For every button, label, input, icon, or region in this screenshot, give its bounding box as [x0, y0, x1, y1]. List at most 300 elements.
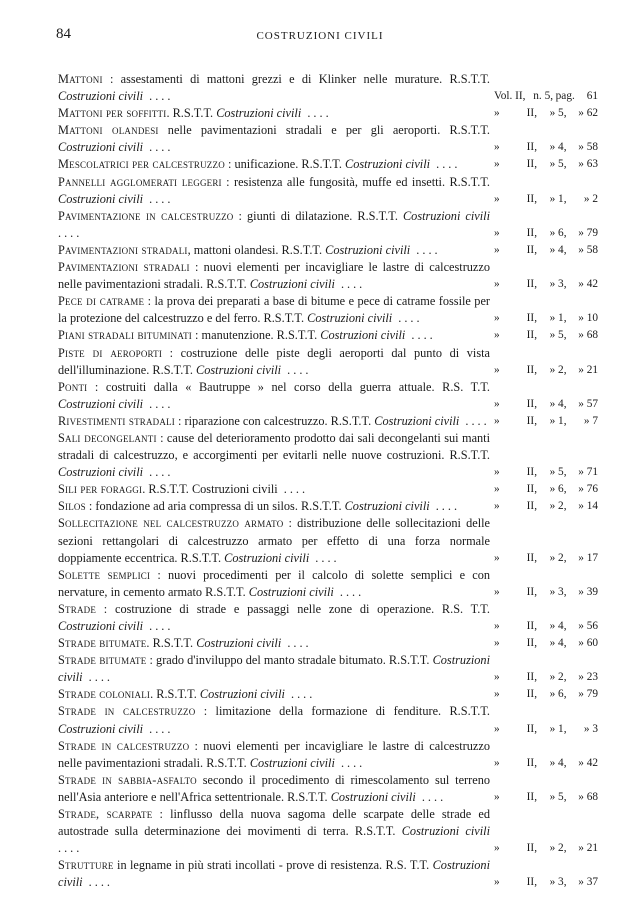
- index-entry: [58, 259, 598, 293]
- entry-source: Costruzioni civili: [196, 636, 282, 651]
- entry-reference: [490, 413, 598, 430]
- ref-number: » 6,: [549, 226, 567, 239]
- leader-dots: ....: [143, 396, 174, 411]
- ref-volume-mark: »: [494, 329, 500, 342]
- entry-description: , mattoni olandesi. R.S.T.T.: [187, 242, 326, 257]
- entry-text: [58, 430, 490, 481]
- entry-source: Costruzioni civili: [344, 499, 430, 514]
- entry-keyword: Mattoni: [58, 72, 103, 86]
- entry-description: : costruiti dalla « Bautruppe » nel corso della guerra attuale. R.S. T.T.: [87, 379, 490, 394]
- ref-volume: II,: [526, 671, 538, 684]
- entry-keyword: Ponti: [58, 379, 88, 394]
- entry-text: [58, 515, 490, 566]
- entry-source: Costruzioni civili: [330, 789, 416, 804]
- entry-description: : resistenza alle fungosità, muffe ed insetti. R.S.T.T.: [221, 174, 490, 189]
- entry-text: [58, 259, 490, 293]
- entry-text: [58, 122, 490, 156]
- leader-dots: ....: [277, 482, 309, 497]
- page-header: [56, 26, 584, 48]
- ref-volume-mark: »: [494, 414, 500, 427]
- entry-keyword: Rivestimenti stradali: [58, 413, 175, 428]
- entry-text: [58, 738, 490, 772]
- index-entry: [58, 703, 598, 737]
- leader-dots: ....: [459, 413, 490, 428]
- ref-page: » 42: [578, 278, 598, 291]
- leader-dots: ....: [309, 550, 340, 565]
- ref-volume-mark: Vol. II,: [494, 90, 526, 103]
- entry-keyword: Strade in sabbia-asfalto: [58, 772, 197, 787]
- entry-reference: [490, 584, 598, 601]
- entry-source: Costruzioni civili: [58, 653, 490, 685]
- entry-reference: [490, 139, 598, 156]
- entry-reference: [490, 840, 598, 857]
- ref-volume: II,: [526, 414, 538, 427]
- ref-number: » 2,: [549, 671, 567, 684]
- entry-description: : cause del deterioramento prodotto dai sali decongelanti sui manti stradali di calcestruzzo, e accorgimenti per evitarli nelle nuove costruzioni. R.S.T.T.: [58, 430, 491, 463]
- ref-number: » 4,: [549, 243, 567, 256]
- entry-keyword: Mescolatrici per calcestruzzo: [58, 157, 225, 172]
- entry-reference: [490, 327, 598, 344]
- entry-source: Costruzioni civili: [402, 208, 490, 223]
- entry-description: . R.S.T.T.: [146, 636, 197, 651]
- leader-dots: ....: [410, 242, 441, 257]
- entry-source: Costruzioni civili: [248, 584, 334, 599]
- entry-keyword: Solette semplici: [58, 567, 151, 582]
- index-entry: [58, 105, 598, 122]
- entry-reference: [490, 310, 598, 327]
- entry-reference: [490, 396, 598, 413]
- ref-number: » 1,: [549, 312, 567, 325]
- index-entry: [58, 806, 598, 857]
- ref-volume-mark: »: [494, 312, 500, 325]
- entry-description: : la prova dei preparati a base di bitume e pece di catrame fossile per la protezione del calcestruzzo e del ferro. R.S.T.T.: [58, 294, 490, 326]
- entry-text: [58, 481, 490, 498]
- entry-source: Costruzioni civili: [196, 362, 282, 377]
- entry-keyword: Pavimentazioni stradali: [58, 242, 188, 257]
- ref-page: » 68: [578, 790, 598, 803]
- index-entry: [58, 498, 598, 515]
- leader-dots: ....: [143, 89, 174, 104]
- ref-volume: II,: [526, 620, 538, 632]
- page-number: 84: [56, 26, 71, 42]
- entry-source: Costruzioni civili: [325, 242, 411, 257]
- entry-keyword: Pavimentazioni stradali: [58, 260, 190, 275]
- entry-source: Costruzioni civili: [249, 755, 335, 770]
- entry-description: : costruzione di strade e passaggi nelle zone di operazione. R.S. T.T.: [96, 601, 490, 616]
- ref-page: » 62: [578, 107, 598, 120]
- leader-dots: ....: [143, 619, 174, 633]
- ref-number: » 2,: [549, 551, 567, 564]
- ref-page: » 79: [578, 226, 598, 239]
- leader-dots: ....: [58, 841, 83, 856]
- ref-volume-mark: »: [494, 192, 500, 205]
- ref-volume: II,: [526, 637, 538, 650]
- ref-volume-mark: »: [494, 876, 500, 889]
- entry-keyword: Silos: [58, 499, 86, 514]
- entry-source: Costruzioni civili: [58, 89, 144, 104]
- ref-page: » 76: [578, 483, 598, 496]
- ref-number: » 1,: [549, 192, 567, 205]
- ref-volume-mark: »: [494, 243, 500, 256]
- entry-reference: [490, 669, 598, 686]
- ref-volume: II,: [526, 312, 538, 325]
- ref-number: » 1,: [549, 722, 567, 735]
- index-entry: [58, 293, 598, 327]
- entry-text: [58, 327, 490, 344]
- leader-dots: ....: [82, 670, 113, 685]
- entry-description: : distribuzione delle sollecitazioni delle sezioni rettangolari di calcestruzzo armato per effetto di una forza normale doppiamente eccentrica. R.S.T.T.: [58, 516, 490, 565]
- entry-keyword: Mattoni per soffitti: [58, 106, 167, 121]
- leader-dots: ....: [58, 225, 83, 240]
- leader-dots: ....: [143, 191, 174, 206]
- ref-number: » 1,: [549, 414, 567, 427]
- ref-volume: II,: [526, 790, 538, 803]
- ref-volume: II,: [526, 876, 538, 889]
- leader-dots: ....: [429, 499, 461, 514]
- index-entry: [58, 738, 598, 772]
- entry-description: : nuovi procedimenti per il calcolo di solette semplici e con nervature, in cemento armato R.S.T.T.: [58, 567, 491, 599]
- entry-description: in legname in più strati incollati - prove di resistenza. R.S. T.T.: [113, 858, 433, 873]
- entry-text: [58, 567, 490, 601]
- ref-number: » 5,: [549, 466, 567, 479]
- entry-text: [58, 635, 490, 652]
- ref-volume: II,: [526, 483, 538, 496]
- leader-dots: ....: [143, 465, 174, 480]
- leader-dots: ....: [333, 584, 365, 599]
- index-entry: [58, 635, 598, 652]
- index-entry: [58, 71, 598, 105]
- ref-volume: II,: [526, 722, 538, 735]
- entry-keyword: Piste di aeroporti: [58, 345, 163, 360]
- entry-keyword: Mattoni olandesi: [58, 123, 159, 138]
- ref-volume-mark: »: [494, 226, 500, 239]
- ref-page: » 17: [578, 551, 598, 564]
- ref-volume-mark: »: [494, 585, 500, 598]
- ref-volume: II,: [526, 107, 538, 120]
- entry-text: [58, 293, 490, 327]
- ref-page: » 58: [578, 141, 598, 154]
- entry-reference: [490, 635, 598, 652]
- ref-volume: II,: [526, 397, 538, 410]
- entry-reference: [490, 156, 598, 173]
- ref-page: » 68: [578, 329, 598, 342]
- entry-text: [58, 857, 490, 891]
- ref-number: » 3,: [549, 278, 567, 291]
- entry-reference: [490, 550, 598, 567]
- ref-volume: II,: [526, 226, 538, 239]
- ref-volume-mark: »: [494, 107, 500, 120]
- entry-keyword: Strade in calcestruzzo: [58, 738, 190, 753]
- ref-page: » 57: [578, 397, 598, 410]
- entry-text: [58, 174, 490, 208]
- entry-reference: [490, 464, 598, 481]
- ref-number: » 3,: [549, 876, 567, 889]
- entry-text: [58, 413, 490, 430]
- ref-volume: n. 5,: [533, 90, 554, 103]
- entry-keyword: Piani stradali bituminati: [58, 328, 192, 343]
- ref-volume: II,: [526, 551, 538, 564]
- ref-page: » 2: [583, 192, 598, 205]
- entry-text: [58, 806, 490, 857]
- ref-number: » 5,: [549, 790, 567, 803]
- ref-volume-mark: »: [494, 466, 500, 479]
- entry-reference: [490, 481, 598, 498]
- entry-source: Costruzioni civili: [58, 396, 144, 411]
- ref-volume-mark: »: [494, 637, 500, 650]
- entry-description: . R.S.T.T. Costruzioni civili: [142, 482, 278, 497]
- running-title: COSTRUZIONI CIVILI: [256, 30, 384, 42]
- entry-keyword: Strade: [58, 601, 97, 616]
- entry-reference: [490, 498, 598, 515]
- entry-text: [58, 498, 490, 515]
- ref-volume-mark: »: [494, 483, 500, 496]
- entry-text: [58, 71, 490, 105]
- entry-source: Costruzioni civili: [58, 858, 490, 890]
- leader-dots: ....: [405, 328, 436, 343]
- index-entry: [58, 174, 598, 208]
- index-entry: [58, 379, 598, 413]
- entry-reference: [490, 618, 598, 635]
- ref-volume: II,: [526, 688, 538, 701]
- ref-number: » 5,: [549, 329, 567, 342]
- entry-text: [58, 601, 490, 635]
- ref-number: pag.: [555, 90, 575, 103]
- index-entry: [58, 601, 598, 635]
- ref-volume-mark: »: [494, 756, 500, 769]
- entry-description: : unificazione. R.S.T.T.: [224, 157, 345, 172]
- leader-dots: ....: [430, 157, 461, 172]
- entry-description: . R.S.T.T.: [150, 687, 200, 702]
- entry-keyword: Strade, scarpate: [58, 807, 153, 822]
- ref-volume-mark: »: [494, 790, 500, 803]
- entry-keyword: Sali decongelanti: [58, 430, 157, 445]
- entry-reference: [490, 105, 598, 122]
- ref-volume-mark: »: [494, 500, 500, 513]
- index-entry: [58, 686, 598, 703]
- entry-reference: [490, 789, 598, 806]
- entry-description: . R.S.T.T.: [166, 106, 217, 121]
- entry-reference: [490, 88, 598, 105]
- entry-source: Costruzioni civili: [249, 277, 335, 292]
- entry-description: : nuovi elementi per incavigliare le lastre di calcestruzzo nelle pavimentazioni stradali. R.S.T.T.: [58, 738, 490, 770]
- index-entry: [58, 413, 598, 430]
- ref-page: » 42: [578, 756, 598, 769]
- ref-volume-mark: »: [494, 397, 500, 410]
- ref-volume-mark: »: [494, 688, 500, 701]
- index-entry: [58, 345, 598, 379]
- index-entry: [58, 327, 598, 344]
- ref-page: » 71: [578, 466, 598, 479]
- index-entry: [58, 156, 598, 173]
- entry-source: Costruzioni civili: [345, 157, 431, 172]
- entry-source: Costruzioni civili: [307, 311, 393, 326]
- entry-keyword: Pece di catrame: [58, 294, 145, 309]
- ref-page: » 21: [578, 363, 598, 376]
- entry-description: : assestamenti di mattoni grezzi e di Klinker nelle murature. R.S.T.T.: [102, 72, 490, 86]
- entry-reference: [490, 191, 598, 208]
- entry-keyword: Pannelli agglomerati leggeri: [58, 174, 222, 189]
- entry-description: : nuovi elementi per incavigliare le lastre di calcestruzzo nelle pavimentazioni stradali. R.S.T.T.: [58, 260, 491, 292]
- index-entry: [58, 122, 598, 156]
- leader-dots: ....: [281, 636, 312, 651]
- ref-number: » 4,: [549, 637, 567, 650]
- leader-dots: ....: [415, 789, 447, 804]
- entry-reference: [490, 242, 598, 259]
- entry-description: : costruzione delle piste degli aeroporti dal punto di vista dell'illuminazione. R.S.T.T.: [58, 345, 490, 377]
- leader-dots: ....: [281, 362, 312, 377]
- leader-dots: ....: [301, 106, 332, 121]
- ref-number: » 4,: [549, 620, 567, 632]
- ref-number: » 2,: [549, 842, 567, 855]
- entry-source: Costruzioni civili: [401, 824, 490, 839]
- index-entry: [58, 567, 598, 601]
- leader-dots: ....: [82, 875, 113, 890]
- entry-reference: [490, 721, 598, 738]
- entry-description: : giunti di dilatazione. R.S.T.T.: [233, 208, 403, 223]
- leader-dots: ....: [334, 755, 366, 770]
- ref-volume: II,: [526, 329, 538, 342]
- ref-number: » 5,: [549, 107, 567, 120]
- ref-page: » 14: [578, 500, 598, 513]
- entry-keyword: Strade coloniali: [58, 687, 151, 702]
- entry-description: nelle pavimentazioni stradali e per gli aeroporti. R.S.T.T.: [158, 123, 491, 138]
- ref-number: » 6,: [549, 483, 567, 496]
- ref-number: » 5,: [549, 158, 567, 171]
- ref-volume: II,: [526, 192, 538, 205]
- ref-volume-mark: »: [494, 278, 500, 291]
- ref-volume-mark: »: [494, 620, 500, 632]
- entry-reference: [490, 686, 598, 703]
- ref-number: » 6,: [549, 688, 567, 701]
- entry-source: Costruzioni civili: [58, 619, 144, 633]
- ref-number: » 4,: [549, 397, 567, 410]
- entry-description: : linflusso della nuova sagoma delle scarpate delle strade ed autostrade sulla determinazione dei movimenti di terra. R.S.T.T.: [58, 807, 490, 839]
- entry-text: [58, 208, 490, 242]
- ref-volume-mark: »: [494, 722, 500, 735]
- ref-volume: II,: [526, 141, 538, 154]
- entry-keyword: Sili per foraggi: [58, 482, 143, 497]
- index-entry: [58, 772, 598, 806]
- ref-volume: II,: [526, 278, 538, 291]
- entry-source: Costruzioni civili: [216, 106, 302, 121]
- ref-page: » 10: [578, 312, 598, 325]
- ref-number: » 2,: [549, 363, 567, 376]
- index-entry: [58, 208, 598, 242]
- entry-source: Costruzioni civili: [58, 191, 144, 206]
- entry-source: Costruzioni civili: [199, 687, 285, 702]
- entry-source: Costruzioni civili: [320, 328, 406, 343]
- ref-page: 61: [586, 90, 598, 103]
- index-entry: [58, 857, 598, 891]
- entry-text: [58, 345, 490, 379]
- entry-text: [58, 242, 490, 259]
- entry-reference: [490, 362, 598, 379]
- entry-text: [58, 379, 490, 413]
- ref-page: » 56: [578, 620, 598, 632]
- ref-page: » 23: [578, 671, 598, 684]
- ref-number: » 4,: [549, 756, 567, 769]
- entry-description: : grado d'inviluppo del manto stradale bitumato. R.S.T.T.: [146, 653, 433, 668]
- ref-page: » 63: [578, 158, 598, 171]
- entry-keyword: Pavimentazione in calcestruzzo: [58, 208, 234, 223]
- ref-page: » 37: [578, 876, 598, 889]
- index-entry: [58, 481, 598, 498]
- ref-page: » 39: [578, 585, 598, 598]
- index-entry: [58, 515, 598, 566]
- entry-source: Costruzioni civili: [58, 465, 144, 480]
- leader-dots: ....: [284, 687, 316, 702]
- ref-page: » 60: [578, 637, 598, 650]
- entry-keyword: Sollecitazione nel calcestruzzo armato: [58, 516, 284, 531]
- leader-dots: ....: [143, 140, 174, 155]
- ref-volume: II,: [526, 842, 538, 855]
- entry-reference: [490, 225, 598, 242]
- entry-keyword: Strade in calcestruzzo: [58, 704, 196, 719]
- ref-page: » 21: [578, 842, 598, 855]
- ref-volume: II,: [526, 363, 538, 376]
- leader-dots: ....: [392, 311, 423, 326]
- entry-text: [58, 156, 490, 173]
- ref-number: » 4,: [549, 141, 567, 154]
- ref-volume-mark: »: [494, 551, 500, 564]
- entry-source: Costruzioni civili: [224, 550, 310, 565]
- entry-source: Costruzioni civili: [374, 413, 460, 428]
- index-entry: [58, 430, 598, 481]
- ref-volume-mark: »: [494, 141, 500, 154]
- entry-text: [58, 772, 490, 806]
- entry-reference: [490, 276, 598, 293]
- ref-number: » 2,: [549, 500, 567, 513]
- ref-volume: II,: [526, 158, 538, 171]
- index-entry: [58, 242, 598, 259]
- ref-volume: II,: [526, 585, 538, 598]
- entry-keyword: Strutture: [58, 858, 114, 873]
- ref-page: » 3: [583, 722, 598, 735]
- index-entry: [58, 652, 598, 686]
- ref-page: » 58: [578, 243, 598, 256]
- index-entries: [58, 71, 598, 892]
- entry-description: : manutenzione. R.S.T.T.: [191, 328, 321, 343]
- entry-description: : fondazione ad aria compressa di un silos. R.S.T.T.: [85, 499, 345, 514]
- leader-dots: ....: [143, 721, 174, 736]
- entry-text: [58, 703, 490, 737]
- leader-dots: ....: [334, 277, 366, 292]
- entry-description: secondo il procedimento di rimescolamento sul terreno nell'Asia anteriore e nell'Africa settentrionale. R.S.T.T.: [58, 772, 490, 804]
- entry-source: Costruzioni civili: [58, 140, 144, 155]
- ref-page: » 7: [583, 414, 598, 427]
- ref-volume-mark: »: [494, 671, 500, 684]
- entry-description: : limitazione della formazione di fenditure. R.S.T.T.: [195, 704, 490, 719]
- entry-text: [58, 652, 490, 686]
- ref-volume-mark: »: [494, 158, 500, 171]
- entry-description: : riparazione con calcestruzzo. R.S.T.T.: [174, 413, 375, 428]
- entry-keyword: Strade bitumate: [58, 653, 147, 668]
- ref-volume: II,: [526, 466, 538, 479]
- ref-volume-mark: »: [494, 842, 500, 855]
- ref-volume: II,: [526, 500, 538, 513]
- entry-source: Costruzioni civili: [58, 721, 144, 736]
- entry-reference: [490, 755, 598, 772]
- ref-volume-mark: »: [494, 363, 500, 376]
- entry-keyword: Strade bitumate: [58, 636, 147, 651]
- ref-page: » 79: [578, 688, 598, 701]
- entry-text: [58, 105, 490, 122]
- ref-volume: II,: [526, 243, 538, 256]
- ref-number: » 3,: [549, 585, 567, 598]
- entry-reference: [490, 874, 598, 891]
- entry-text: [58, 686, 490, 703]
- ref-volume: II,: [526, 756, 538, 769]
